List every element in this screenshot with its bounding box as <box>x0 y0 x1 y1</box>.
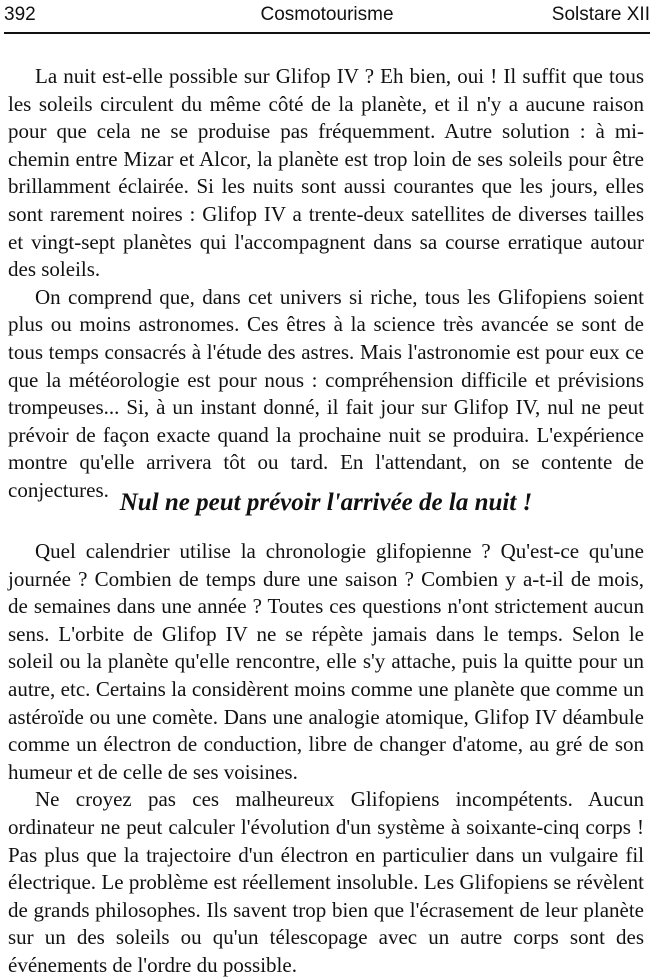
page-number: 392 <box>4 4 36 25</box>
text-block-after-heading <box>8 538 644 980</box>
paragraph-night-possible: La nuit est-elle possible sur Glifop IV ? Eh bien, oui ! Il suffit que tous les soleils circulent du même côté de la planète, et il n'y a aucune raison pour que cela ne se produise pas fréquemment. Autre solution : à mi-chemin entre Mizar et Alcor, la planète est trop loin de ses soleils pour être brillamment éclairée. Si les nuits sont aussi courantes que les jours, elles sont rarement noires : Glifop IV a trente-deux satellites de diverses tailles et vingt-sept planètes qui l'accompagnent dans sa course erratique autour des soleils. <box>8 64 644 282</box>
section-heading: Nul ne peut prévoir l'arrivée de la nuit ! <box>119 489 533 516</box>
running-header <box>4 0 650 30</box>
header-rule <box>4 32 650 34</box>
text-block-before-heading <box>8 63 644 505</box>
paragraph-astronomers: On comprend que, dans cet univers si riche, tous les Glifopiens soient plus ou moins astronomes. Ces êtres à la science très avancée se sont de tous temps consacrés à l'étude des astres. Mais l'astronomie est pour eux ce que la météorologie est pour nous : compréhension difficile et prévisions trompeuses... Si, à un instant donné, il fait jour sur Glifop IV, nul ne peut prévoir de façon exacte quand la prochaine nuit se produira. L'expérience montre qu'elle arrivera tôt ou tard. En l'attendant, on se contente de conjectures. <box>8 284 644 502</box>
paragraph-calendar: Quel calendrier utilise la chronologie glifopienne ? Qu'est-ce qu'une journée ? Combien de temps dure une saison ? Combien y a-t-il de mois, de semaines dans une année ? Toutes ces questions n'ont strictement aucun sens. L'orbite de Glifop IV ne se répète jamais dans le temps. Selon le soleil ou la planète qu'elle rencontre, elle s'y attache, puis la quitte pour un autre, etc. Certains la considèrent moins comme une planète que comme un astéroïde ou une comète. Dans une analogie atomique, Glifop IV déambule comme un électron de conduction, libre de changer d'atome, au gré de son humeur et de celle de ses voisines. <box>8 539 644 784</box>
paragraph-philosophers: Ne croyez pas ces malheureux Glifopiens incompétents. Aucun ordinateur ne peut calculer l'évolution d'un système à soixante-cinq corps ! Pas plus que la trajectoire d'un électron en particulier dans un vulgaire fil électrique. Le problème est réellement insoluble. Les Glifopiens se révèlent de grands philosophes. Ils savent trop bien que l'écrasement de leur planète sur un des soleils ou qu'un télescopage avec un autre corps sont des événements de l'ordre du possible. <box>8 787 644 977</box>
book-title: Cosmotourisme <box>260 4 394 25</box>
section-title: Solstare XII <box>551 4 650 25</box>
